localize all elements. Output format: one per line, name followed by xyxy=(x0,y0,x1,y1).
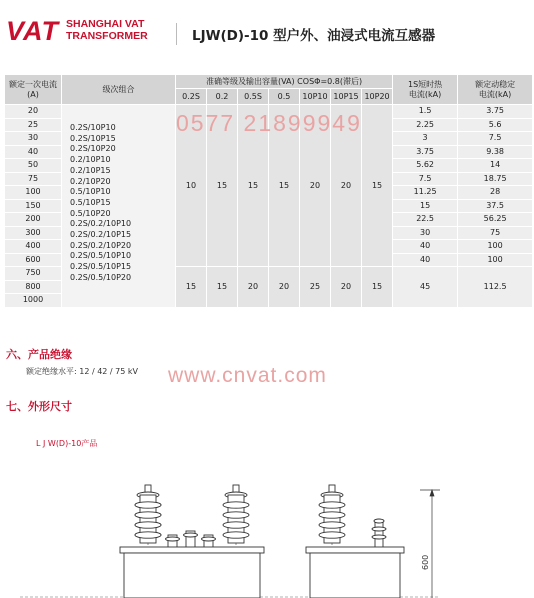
vat-logo: VAT xyxy=(6,16,59,46)
current-cell: 750 xyxy=(5,267,62,281)
short-time-cell: 7.5 xyxy=(393,172,458,186)
combination-item: 0.5/10P20 xyxy=(70,208,111,218)
combination-item: 0.2/10P20 xyxy=(70,176,111,186)
capacity-cell: 10 xyxy=(176,105,207,267)
section-dimensions-title: 七、外形尺寸 xyxy=(6,400,72,413)
capacity-cell: 15 xyxy=(207,105,238,267)
header-primary-current-unit: (A) xyxy=(27,89,39,99)
class-header: 0.2S xyxy=(176,89,207,105)
capacity-cell: 15 xyxy=(207,267,238,308)
header-capacity: 准确等级及输出容量(VA) COSΦ=0.8(滞后) xyxy=(176,75,393,89)
short-time-cell: 3 xyxy=(393,132,458,146)
company-name xyxy=(66,18,148,42)
class-header: 0.5 xyxy=(269,89,300,105)
current-cell: 400 xyxy=(5,240,62,254)
company-name-line2: TRANSFORMER xyxy=(66,30,148,42)
dynamic-cell: 14 xyxy=(458,159,533,173)
combination-item: 0.5/10P10 xyxy=(70,187,111,197)
short-time-cell: 11.25 xyxy=(393,186,458,200)
title-divider xyxy=(176,23,177,45)
combination-item: 0.2S/0.5/10P15 xyxy=(70,262,132,272)
header-dynamic-line2: 电流(kA) xyxy=(478,89,512,99)
class-header: 0.5S xyxy=(238,89,269,105)
short-time-cell: 1.5 xyxy=(393,105,458,119)
short-time-cell: 3.75 xyxy=(393,145,458,159)
current-cell: 100 xyxy=(5,186,62,200)
capacity-cell: 15 xyxy=(362,105,393,267)
website-watermark: www.cnvat.com xyxy=(168,364,327,387)
dynamic-cell: 5.6 xyxy=(458,118,533,132)
combination-item: 0.2S/0.2/10P20 xyxy=(70,240,132,250)
capacity-cell: 15 xyxy=(269,105,300,267)
right-bushing xyxy=(223,485,249,543)
combination-item: 0.2S/0.5/10P10 xyxy=(70,251,132,261)
height-dimension xyxy=(420,490,440,598)
section-insulation-title: 六、产品绝缘 xyxy=(6,348,72,361)
dynamic-cell: 7.5 xyxy=(458,132,533,146)
combination-item: 0.5/10P15 xyxy=(70,197,111,207)
class-header: 10P20 xyxy=(362,89,393,105)
combination-item: 0.2S/0.5/10P20 xyxy=(70,272,132,282)
short-time-cell: 22.5 xyxy=(393,213,458,227)
dynamic-cell: 100 xyxy=(458,253,533,267)
current-cell: 40 xyxy=(5,145,62,159)
current-cell: 200 xyxy=(5,213,62,227)
dynamic-cell: 75 xyxy=(458,226,533,240)
document-header xyxy=(0,0,534,62)
combination-list xyxy=(62,105,176,308)
capacity-cell: 15 xyxy=(238,105,269,267)
short-time-cell: 40 xyxy=(393,240,458,254)
dynamic-cell: 56.25 xyxy=(458,213,533,227)
current-cell: 300 xyxy=(5,226,62,240)
current-cell: 50 xyxy=(5,159,62,173)
class-header: 0.2 xyxy=(207,89,238,105)
current-cell: 600 xyxy=(5,253,62,267)
front-view xyxy=(120,485,264,598)
header-dynamic xyxy=(458,75,533,105)
header-combination: 级次组合 xyxy=(62,75,176,105)
combination-item: 0.2S/10P15 xyxy=(70,133,116,143)
current-cell: 25 xyxy=(5,118,62,132)
current-cell: 800 xyxy=(5,280,62,294)
dynamic-cell: 3.75 xyxy=(458,105,533,119)
short-time-cell: 5.62 xyxy=(393,159,458,173)
spec-table xyxy=(4,74,533,308)
height-dimension-label: 600 xyxy=(421,554,430,570)
short-time-cell: 40 xyxy=(393,253,458,267)
dynamic-cell: 100 xyxy=(458,240,533,254)
combination-item: 0.2/10P15 xyxy=(70,165,111,175)
insulation-level: 额定绝缘水平: 12 / 42 / 75 kV xyxy=(26,367,138,376)
combination-item: 0.2S/0.2/10P15 xyxy=(70,230,132,240)
table-row xyxy=(5,105,533,119)
side-view xyxy=(306,485,404,598)
dynamic-cell: 18.75 xyxy=(458,172,533,186)
capacity-cell: 20 xyxy=(238,267,269,308)
capacity-cell: 20 xyxy=(331,267,362,308)
combination-item: 0.2/10P10 xyxy=(70,155,111,165)
capacity-cell: 20 xyxy=(269,267,300,308)
current-cell: 150 xyxy=(5,199,62,213)
top-flange xyxy=(120,547,264,553)
document-title: LJW(D)-10 型户外、油浸式电流互感器 xyxy=(192,28,436,44)
current-cell: 75 xyxy=(5,172,62,186)
header-short-time-line1: 1S短时热 xyxy=(408,79,443,89)
current-cell: 1000 xyxy=(5,294,62,308)
header-primary-current xyxy=(5,75,62,105)
capacity-cell: 15 xyxy=(176,267,207,308)
class-header: 10P10 xyxy=(300,89,331,105)
dynamic-cell: 37.5 xyxy=(458,199,533,213)
left-bushing xyxy=(135,485,161,543)
combination-item: 0.2S/0.2/10P10 xyxy=(70,219,132,229)
current-cell: 30 xyxy=(5,132,62,146)
dynamic-cell: 9.38 xyxy=(458,145,533,159)
phone-watermark: 0577 21899949 xyxy=(176,110,362,136)
small-bushings xyxy=(166,531,216,549)
outline-drawing xyxy=(0,455,534,598)
product-label: L J W(D)-10产品 xyxy=(36,439,98,448)
header-primary-current-label: 额定一次电流 xyxy=(9,79,57,89)
short-time-cell: 2.25 xyxy=(393,118,458,132)
tank-body xyxy=(124,553,260,598)
dynamic-cell: 112.5 xyxy=(458,267,533,308)
header-dynamic-line1: 额定动稳定 xyxy=(475,79,516,89)
company-name-line1: SHANGHAI VAT xyxy=(66,18,145,30)
combination-item: 0.2S/10P20 xyxy=(70,144,116,154)
current-cell: 20 xyxy=(5,105,62,119)
dynamic-cell: 28 xyxy=(458,186,533,200)
short-time-cell: 30 xyxy=(393,226,458,240)
capacity-cell: 20 xyxy=(300,105,331,267)
short-time-cell: 15 xyxy=(393,199,458,213)
short-time-cell: 45 xyxy=(393,267,458,308)
header-short-time-line2: 电流(kA) xyxy=(408,89,442,99)
class-header: 10P15 xyxy=(331,89,362,105)
capacity-cell: 15 xyxy=(362,267,393,308)
capacity-cell: 20 xyxy=(331,105,362,267)
capacity-cell: 25 xyxy=(300,267,331,308)
header-short-time xyxy=(393,75,458,105)
combination-item: 0.2S/10P10 xyxy=(70,123,116,132)
